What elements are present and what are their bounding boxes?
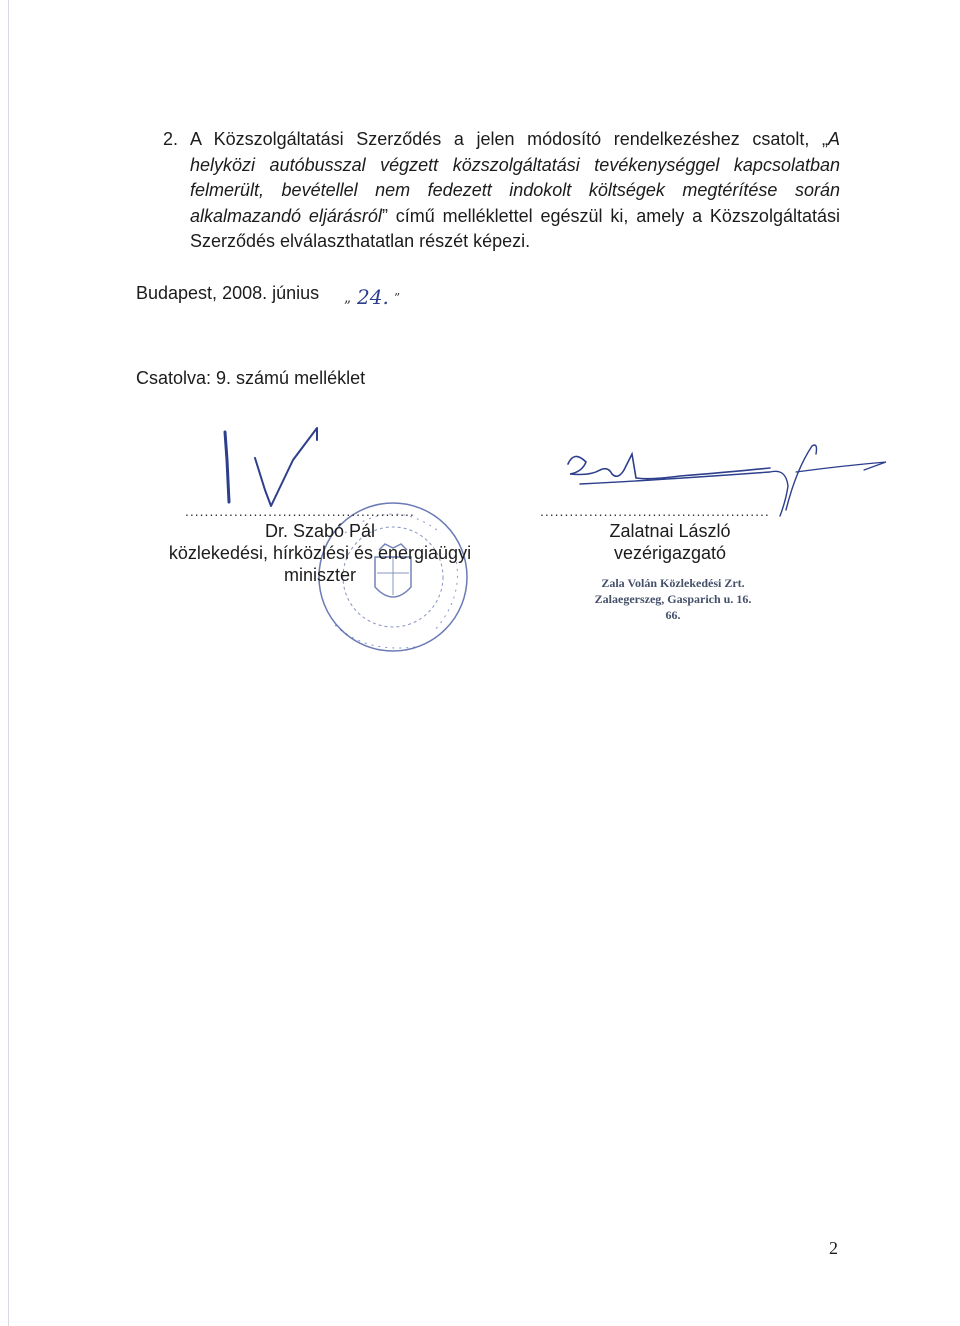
signatory-left	[130, 520, 510, 586]
signatory-left-title-line2: miniszter	[283, 565, 356, 585]
signatory-right	[520, 520, 820, 564]
company-stamp-line3: 66.	[665, 608, 681, 622]
signature-line-left: ...............................................	[185, 503, 415, 519]
attachment-note: Csatolva: 9. számú melléklet	[136, 368, 366, 388]
handwritten-day-value: 24.	[357, 285, 389, 309]
signatory-right-title: vezérigazgató	[613, 543, 727, 563]
signature-line-right: ...............................................	[540, 503, 770, 519]
page-number: 2	[829, 1238, 838, 1258]
company-stamp-line2: Zalaegerszeg, Gasparich u. 16.	[594, 592, 752, 606]
clause-text-part1: A Közszolgáltatási Szerződés a jelen módosító rendelkezéshez csatolt, „	[190, 129, 828, 149]
clause-2-paragraph	[163, 127, 840, 255]
signatory-right-name: Zalatnai László	[609, 521, 731, 541]
signatory-left-title-line1: közlekedési, hírközlési és energiaügyi	[168, 543, 472, 563]
clause-text-italic-title: A helyközi autóbusszal végzett közszolgáltatási tevékenységgel kapcsolatban felmerült, bevétellel nem fedezett indokolt költségek megtérítése során alkalmazandó eljárásról	[190, 129, 840, 226]
clause-number: 2.	[163, 129, 179, 149]
svg-text:„: „	[344, 290, 352, 306]
clause-text-part2: ” című melléklettel egészül ki, amely a Közszolgáltatási Szerződés elválaszthatatlan részét képezi.	[190, 205, 840, 251]
handwritten-day	[344, 280, 404, 312]
signatory-left-name: Dr. Szabó Pál	[264, 521, 376, 541]
company-stamp-line1: Zala Volán Közlekedési Zrt.	[601, 576, 745, 590]
svg-text:”: ”	[394, 291, 401, 305]
place-date: Budapest, 2008. június	[136, 283, 320, 303]
company-stamp	[548, 575, 798, 623]
scan-edge-line	[8, 0, 9, 1326]
